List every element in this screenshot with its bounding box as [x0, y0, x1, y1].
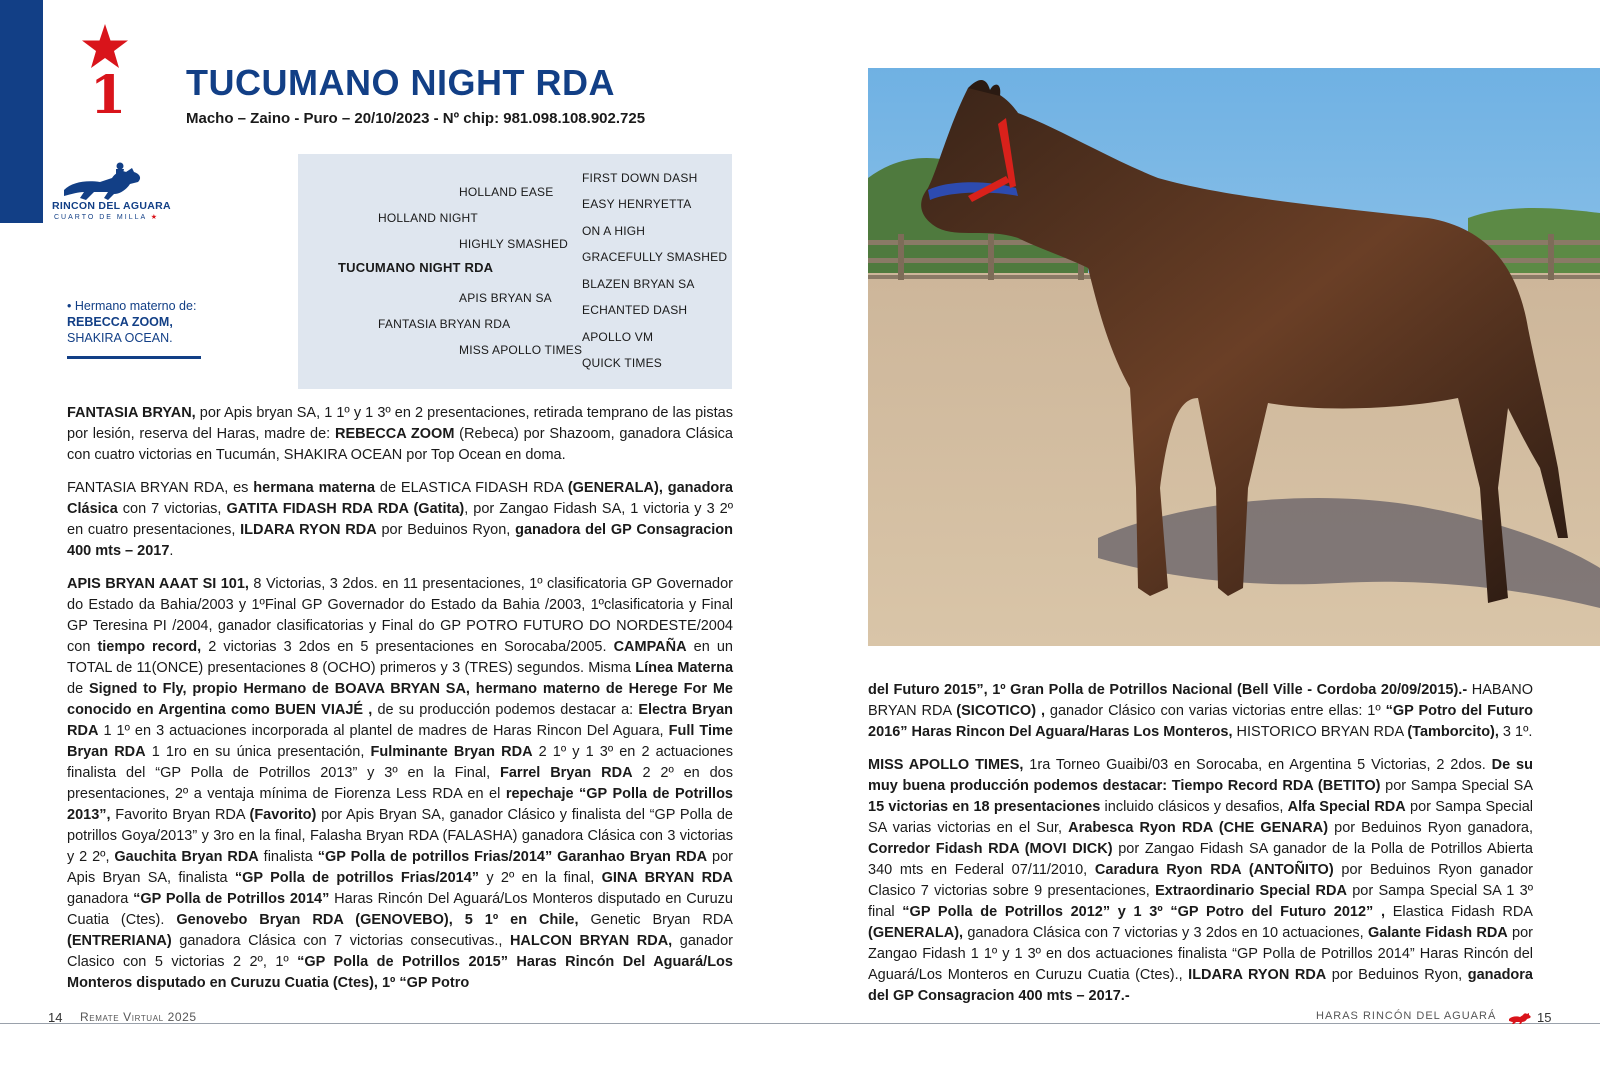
horse-rider-icon	[1508, 1011, 1532, 1025]
right-column-text	[868, 680, 1533, 1019]
pedigree-grandparent: MISS APOLLO TIMES	[459, 343, 583, 357]
logo-name: RINCON DEL AGUARA	[52, 200, 171, 212]
pedigree-great-grandparent: EASY HENRYETTA	[582, 197, 692, 211]
pedigree-subject: TUCUMANO NIGHT RDA	[338, 260, 494, 275]
paragraph-grandsire-continued: del Futuro 2015”, 1º Gran Polla de Potrillos Nacional (Bell Ville - Cordoba 20/09/2015).- HABANO BRYAN RDA (SICOTICO) , ganador Clásico con varias victorias entre ellas: 1º “GP Potro del Futuro 2016” Haras Rincon Del Aguara/Haras Los Monteros, HISTORICO BRYAN RDA (Tamborcito), 3 1º.	[868, 682, 1533, 740]
pedigree-great-grandparent: FIRST DOWN DASH	[582, 171, 698, 185]
pedigree-table	[298, 154, 732, 389]
footer-rule	[0, 1023, 1600, 1024]
page-number-left: 14	[48, 1010, 63, 1025]
paragraph-dam-siblings: FANTASIA BRYAN RDA, es hermana materna de ELASTICA FIDASH RDA (GENERALA), ganadora Clásica con 7 victorias, GATITA FIDASH RDA RDA (Gatita), por Zangao Fidash SA, 1 victoria y 3 2º en cuatro presentaciones, ILDARA RYON RDA por Beduinos Ryon, ganadora del GP Consagracion 400 mts – 2017.	[67, 480, 734, 559]
pedigree-great-grandparent: GRACEFULLY SMASHED	[582, 250, 728, 264]
horse-name: TUCUMANO NIGHT RDA	[186, 62, 615, 103]
sibling-note	[67, 298, 196, 346]
pedigree-great-grandparent: ON A HIGH	[582, 224, 646, 238]
logo-tagline: CUARTO DE MILLA ★	[54, 214, 159, 221]
lot-number: 1	[90, 65, 127, 126]
pedigree-great-grandparent: APOLLO VM	[582, 330, 654, 344]
horse-details: Macho – Zaino - Puro – 20/10/2023 - Nº chip: 981.098.108.902.725	[186, 110, 646, 127]
sibling-note-label: • Hermano materno de:	[67, 299, 197, 313]
pedigree-grandparent: APIS BRYAN SA	[459, 291, 552, 305]
pedigree-sire: HOLLAND NIGHT	[378, 211, 478, 225]
footer-left-text: Remate Virtual 2025	[80, 1010, 197, 1024]
paragraph-granddam: MISS APOLLO TIMES, 1ra Torneo Guaibi/03 en Sorocaba, en Argentina 5 Victorias, 2 2dos. De su muy buena producción podemos destacar: Tiempo Record RDA (BETITO) por Sampa Special SA 15 victorias en 18 presentaciones incluido clásicos y desafios, Alfa Special RDA por Sampa Special SA varias victorias en el Sur, Arabesca Ryon RDA (CHE GENARA) por Beduinos Ryon ganadora, Corredor Fidash RDA (MOVI DICK) por Zangao Fidash SA ganador de la Polla de Potrillos Abierta 340 mts en Federal 07/11/2010, Caradura Ryon RDA (ANTOÑITO) por Beduinos Ryon ganador Clasico 7 victorias sobre 9 presentaciones, Extraordinario Special RDA por Sampa Special SA 1 3º final “GP Polla de Potrillos 2012” y 1 3º “GP Potro del Futuro 2012” , Elastica Fidash RDA (GENERALA), ganadora Clásica con 7 victorias y 3 2dos en 10 actuaciones, Galante Fidash RDA por Zangao Fidash 1 1º y 1 3º en dos actuaciones finalista “GP Polla de Potrillos 2014” Haras Rincón del Aguará/Los Monteros en Curuzu Cuatia (Ctes)., ILDARA RYON RDA por Beduinos Ryon, ganadora del GP Consagracion 400 mts – 2017.-	[868, 757, 1533, 1004]
pedigree-grandparent: HIGHLY SMASHED	[459, 237, 569, 251]
sibling-note-names-bold: REBECCA ZOOM,	[67, 315, 173, 329]
left-column-text	[67, 403, 733, 1006]
pedigree-dam: FANTASIA BRYAN RDA	[378, 317, 511, 331]
pedigree-great-grandparent: BLAZEN BRYAN SA	[582, 277, 695, 291]
sibling-note-names: SHAKIRA OCEAN.	[67, 331, 173, 345]
pedigree-great-grandparent: ECHANTED DASH	[582, 303, 688, 317]
pedigree-great-grandparent: QUICK TIMES	[582, 356, 662, 370]
horse-photo	[868, 68, 1600, 646]
pedigree-grandparent: HOLLAND EASE	[459, 185, 554, 199]
footer-right-text: HARAS RINCÓN DEL AGUARÁ	[1316, 1010, 1497, 1022]
sibling-note-divider	[67, 356, 201, 359]
paragraph-dam: FANTASIA BRYAN, por Apis bryan SA, 1 1º y 1 3º en 2 presentaciones, retirada temprano de las pistas por lesión, reserva del Haras, madre de: REBECCA ZOOM (Rebeca) por Shazoom, ganadora Clásica con cuatro victorias en Tucumán, SHAKIRA OCEAN por Top Ocean en doma.	[67, 405, 733, 463]
page-number-right: 15	[1537, 1010, 1552, 1025]
page-edge-bar	[0, 0, 43, 223]
paragraph-grandsire: APIS BRYAN AAAT SI 101, 8 Victorias, 3 2dos. en 11 presentaciones, 1º clasificatoria GP Governador do Estado da Bahia/2003 y 1ºFinal GP Governador do Estado da Bahia /2003, 1ºclasificatoria y Final GP Teresina PI /2004, ganador clasificatorias y Final do GP POTRO FUTURO DO NORDESTE/2004 con tiempo record, 2 victorias 3 2dos en 5 presentaciones en Sorocaba/2005. CAMPAÑA en un TOTAL de 11(ONCE) presentaciones 8 (OCHO) primeros y 3 (TRES) segundos. Misma Línea Materna de Signed to Fly, propio Hermano de BOAVA BRYAN SA, hermano materno de Herege For Me conocido en Argentina como BUEN VIAJÉ , de su producción podemos destacar a: Electra Bryan RDA 1 1º en 3 actuaciones incorporada al plantel de madres de Haras Rincon Del Aguara, Full Time Bryan RDA 1 1ro en su única presentación, Fulminante Bryan RDA 2 1º y 1 3º en 2 actuaciones finalista del “GP Polla de Potrillos 2013” y 3º en la Final, Farrel Bryan RDA 2 2º en dos presentaciones, 2º a ventaja mínima de Fiorenza Less RDA en el repechaje “GP Polla de Potrillos 2013”, Favorito Bryan RDA (Favorito) por Apis Bryan SA, ganador Clásico y finalista del “GP Polla de potrillos Goya/2013” y 3ro en la final, Falasha Bryan RDA (FALASHA) ganadora Clásica con 3 victorias y 2 2º, Gauchita Bryan RDA finalista “GP Polla de potrillos Frias/2014” Garanhao Bryan RDA por Apis Bryan SA, finalista “GP Polla de potrillos Frias/2014” y 2º en la final, GINA BRYAN RDA ganadora “GP Polla de Potrillos 2014” Haras Rincón Del Aguará/Los Monteros disputado en Curuzu Cuatia (Ctes). Genovebo Bryan RDA (GENOVEBO), 5 1º en Chile, Genetic Bryan RDA (ENTRERIANA) ganadora Clásica con 7 victorias consecutivas., HALCON BRYAN RDA, ganador Clasico con 5 victorias 2 2º, 1º “GP Polla de Potrillos 2015” Haras Rincón Del Aguará/Los Monteros disputado en Curuzu Cuatia (Ctes), 1º “GP Potro	[67, 576, 734, 991]
